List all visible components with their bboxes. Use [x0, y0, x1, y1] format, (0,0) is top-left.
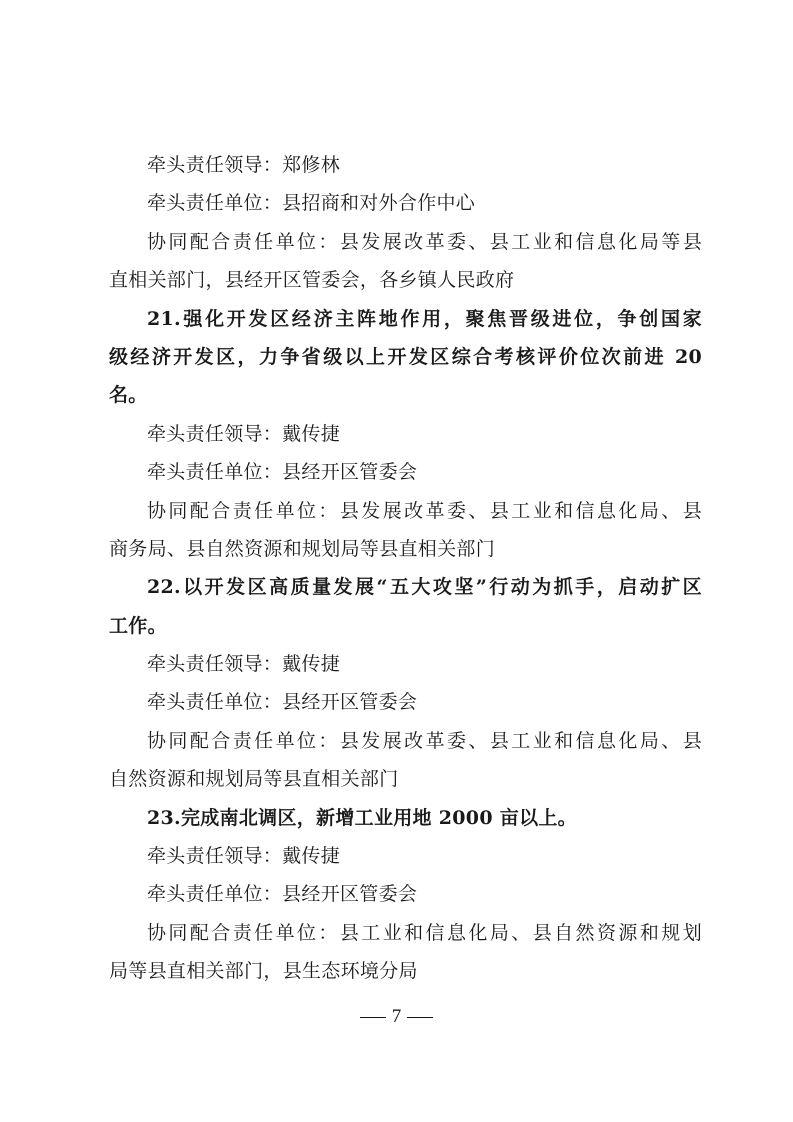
- item-22-title: 22.以开发区高质量发展“五大攻坚”行动为抓手，启动扩区: [147, 576, 702, 599]
- item-21-unit: 牵头责任单位：县经开区管委会: [147, 461, 418, 484]
- lead-leader-line: 牵头责任领导：郑修林: [147, 154, 341, 176]
- item-21-title-end: 名。: [109, 384, 148, 407]
- page-number: 7: [391, 1006, 402, 1027]
- item-22-title-cont: 工作。: [109, 614, 167, 637]
- item-21-title: 21.强化开发区经济主阵地作用，聚焦晋级进位，争创国家: [147, 307, 702, 330]
- item-23-leader: 牵头责任领导：戴传捷: [147, 845, 341, 868]
- item-21-coop-units: 协同配合责任单位：县发展改革委、县工业和信息化局、县: [147, 499, 702, 522]
- page-footer: [0, 1005, 793, 1029]
- item-23-coop-units-cont: 局等县直相关部门，县生态环境分局: [109, 960, 418, 983]
- footer-dash-right: [407, 1017, 433, 1018]
- item-23-coop-units: 协同配合责任单位：县工业和信息化局、县自然资源和规划: [147, 921, 702, 944]
- item-21-leader: 牵头责任领导：戴传捷: [147, 422, 341, 445]
- item-22-unit: 牵头责任单位：县经开区管委会: [147, 691, 418, 714]
- item-21-coop-units-cont: 商务局、县自然资源和规划局等县直相关部门: [109, 537, 496, 560]
- coop-units-line-cont: 直相关部门，县经开区管委会，各乡镇人民政府: [109, 269, 515, 292]
- item-22-coop-units-cont: 自然资源和规划局等县直相关部门: [109, 768, 399, 791]
- item-23-unit: 牵头责任单位：县经开区管委会: [147, 883, 418, 906]
- item-22-leader: 牵头责任领导：戴传捷: [147, 653, 341, 676]
- document-body: [109, 146, 702, 991]
- item-21-title-cont: 级经济开发区，力争省级以上开发区综合考核评价位次前进 20: [109, 345, 702, 368]
- item-22-coop-units: 协同配合责任单位：县发展改革委、县工业和信息化局、县: [147, 729, 702, 752]
- item-23-title: 23.完成南北调区，新增工业用地 2000 亩以上。: [147, 806, 577, 829]
- lead-unit-line: 牵头责任单位：县招商和对外合作中心: [147, 192, 476, 215]
- coop-units-line: 协同配合责任单位：县发展改革委、县工业和信息化局等县: [147, 230, 702, 253]
- footer-dash-left: [360, 1017, 386, 1018]
